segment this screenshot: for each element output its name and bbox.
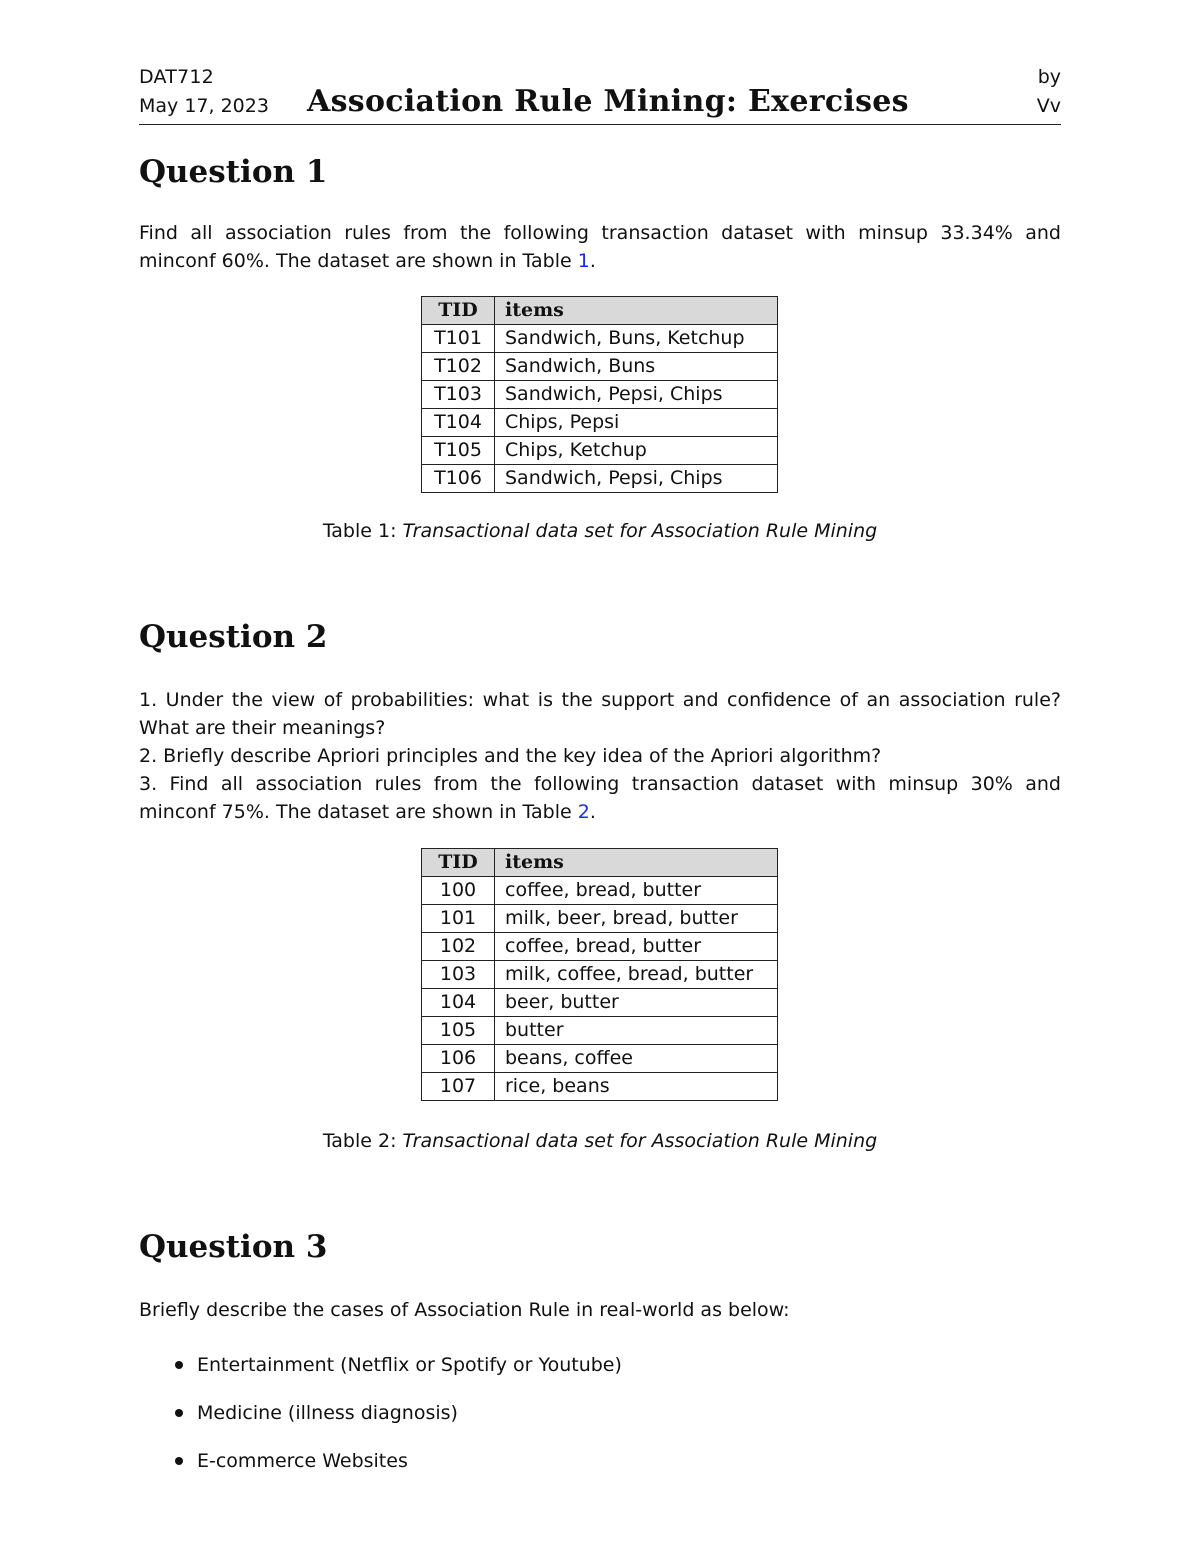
table-2-caption [139, 1130, 1061, 1152]
tid-cell: 103 [422, 961, 495, 989]
items-cell: Chips, Pepsi [495, 409, 778, 437]
table-1 [421, 296, 778, 493]
items-cell: coffee, bread, butter [495, 933, 778, 961]
tid-cell: 106 [422, 1045, 495, 1073]
table-row [422, 1073, 778, 1101]
bullet-icon [175, 1409, 183, 1417]
page-header [139, 62, 1061, 125]
table-row [422, 353, 778, 381]
question-3-intro: Briefly describe the cases of Association Rule in real-world as below: [139, 1299, 790, 1321]
column-header-items: items [495, 849, 778, 877]
bullet-icon [175, 1457, 183, 1465]
table-row [422, 905, 778, 933]
caption-label: Table 2: [322, 1130, 397, 1152]
tid-cell: 104 [422, 989, 495, 1017]
question-2-item-2: 2. Briefly describe Apriori principles and the key idea of the Apriori algorithm? [139, 745, 882, 767]
tid-cell: T101 [422, 325, 495, 353]
tid-cell: 102 [422, 933, 495, 961]
question-2-heading: Question 2 [139, 619, 328, 655]
table-row [422, 933, 778, 961]
list-item [139, 1351, 622, 1399]
real-world-cases-list [139, 1351, 622, 1495]
question-1-text [139, 219, 1061, 275]
tid-cell: T104 [422, 409, 495, 437]
items-cell: Sandwich, Pepsi, Chips [495, 381, 778, 409]
table-1-caption [139, 520, 1061, 542]
table-2 [421, 848, 778, 1101]
table-row [422, 465, 778, 493]
list-item-text: Medicine (illness diagnosis) [197, 1402, 458, 1424]
items-cell: Sandwich, Buns, Ketchup [495, 325, 778, 353]
list-item-text: E-commerce Websites [197, 1450, 408, 1472]
table-row [422, 1045, 778, 1073]
question-3-heading: Question 3 [139, 1229, 328, 1265]
question-1-text-body: Find all association rules from the following transaction dataset with minsup 33.34% and minconf 60%. The dataset are shown in Table [139, 222, 1061, 272]
tid-cell: T105 [422, 437, 495, 465]
items-cell: Sandwich, Buns [495, 353, 778, 381]
document-page [139, 62, 1061, 1472]
document-date: May 17, 2023 [139, 95, 269, 117]
list-item [139, 1447, 622, 1495]
table-2-reference-link[interactable]: 2 [577, 801, 590, 823]
items-cell: Chips, Ketchup [495, 437, 778, 465]
column-header-items: items [495, 297, 778, 325]
table-row [422, 409, 778, 437]
question-2-item-1: 1. Under the view of probabilities: what is the support and confidence of an association rule? What are their meanings? [139, 689, 1061, 739]
items-cell: Sandwich, Pepsi, Chips [495, 465, 778, 493]
list-item [139, 1399, 622, 1447]
course-code: DAT712 [139, 66, 214, 88]
items-cell: coffee, bread, butter [495, 877, 778, 905]
caption-text: Transactional data set for Association Rule Mining [402, 1130, 878, 1152]
table-row [422, 961, 778, 989]
tid-cell: T106 [422, 465, 495, 493]
question-1-heading: Question 1 [139, 154, 328, 190]
table-row [422, 877, 778, 905]
column-header-tid: TID [422, 849, 495, 877]
items-cell: milk, coffee, bread, butter [495, 961, 778, 989]
table-header-row [422, 849, 778, 877]
author-name: Vv [1036, 95, 1061, 117]
bullet-icon [175, 1361, 183, 1369]
table-header-row [422, 297, 778, 325]
tid-cell: 105 [422, 1017, 495, 1045]
tid-cell: 100 [422, 877, 495, 905]
question-2-text [139, 686, 1061, 826]
tid-cell: T103 [422, 381, 495, 409]
table-row [422, 381, 778, 409]
tid-cell: 101 [422, 905, 495, 933]
document-title: Association Rule Mining: Exercises [307, 84, 909, 119]
table-row [422, 989, 778, 1017]
caption-label: Table 1: [322, 520, 397, 542]
table-row [422, 437, 778, 465]
table-1-reference-link[interactable]: 1 [577, 250, 590, 272]
items-cell: milk, beer, bread, butter [495, 905, 778, 933]
table-row [422, 325, 778, 353]
items-cell: beer, butter [495, 989, 778, 1017]
items-cell: rice, beans [495, 1073, 778, 1101]
question-2-item-3-end: . [589, 801, 596, 823]
list-item-text: Entertainment (Netflix or Spotify or Youtube) [197, 1354, 622, 1376]
items-cell: beans, coffee [495, 1045, 778, 1073]
caption-text: Transactional data set for Association Rule Mining [402, 520, 878, 542]
question-2-item-3-body: 3. Find all association rules from the following transaction dataset with minsup 30% and minconf 75%. The dataset are shown in Table [139, 773, 1061, 823]
column-header-tid: TID [422, 297, 495, 325]
tid-cell: T102 [422, 353, 495, 381]
tid-cell: 107 [422, 1073, 495, 1101]
table-row [422, 1017, 778, 1045]
items-cell: butter [495, 1017, 778, 1045]
question-1-text-end: . [589, 250, 596, 272]
byline-label: by [1037, 66, 1061, 88]
question-2-item-3 [139, 770, 1061, 826]
